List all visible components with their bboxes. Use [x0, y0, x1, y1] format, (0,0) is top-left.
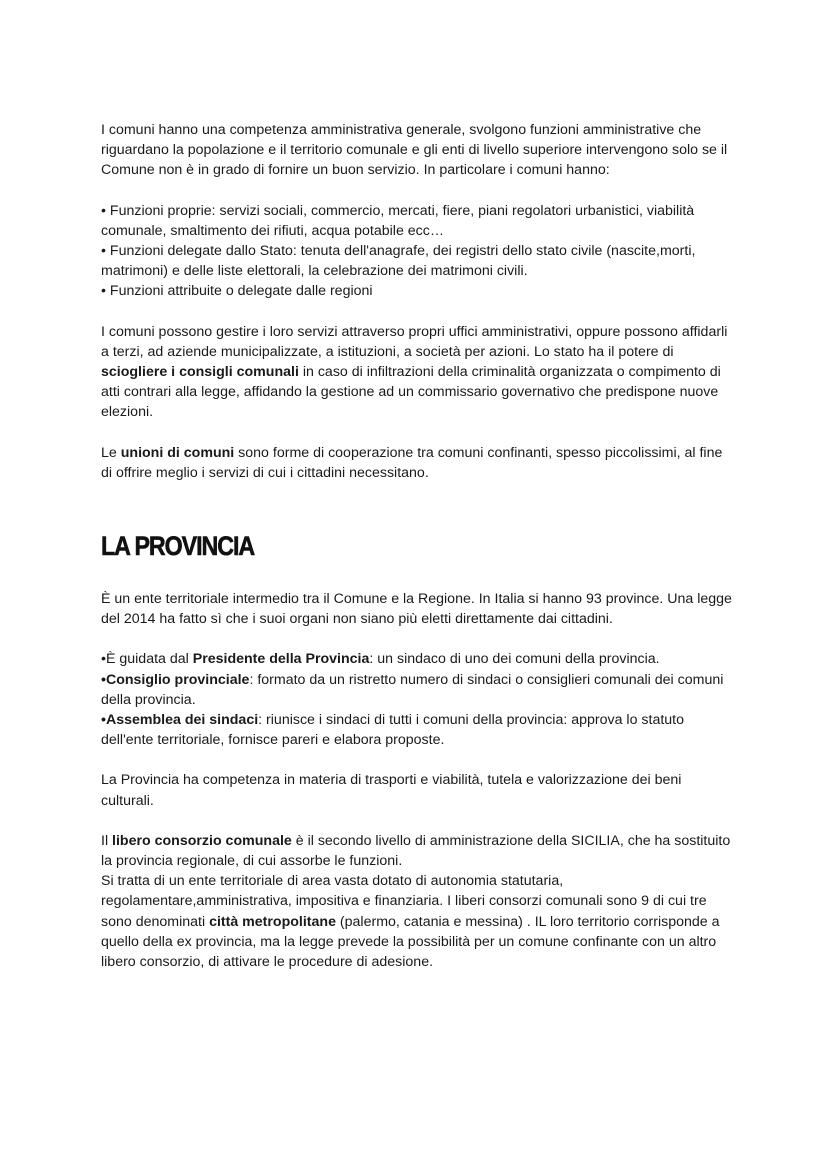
- document-page: [101, 120, 737, 972]
- competence-paragraph: La Provincia ha competenza in materia di trasporti e viabilità, tutela e valorizzazione dei beni culturali.: [101, 772, 682, 809]
- organ-item-presidente: •È guidata dal Presidente della Provincia: un sindaco di uno dei comuni della provincia.: [101, 651, 660, 668]
- consortium-block: [101, 831, 737, 972]
- services-paragraph: I comuni possono gestire i loro servizi attraverso propri uffici amministrativi, oppure possono affidarli a terzi, ad aziende municipalizzate, a istituzioni, a società per azioni. Lo stato ha il potere di sciogliere i consigli comunali in caso di infiltrazioni della criminalità organizzata o compimento di atti contrari alla legge, affidando la gestione ad un commissario governativo che predispone nuove elezioni.: [101, 323, 728, 421]
- consortium-paragraph-1: Il libero consorzio comunale è il secondo livello di amministrazione della SICILIA, che ha sostituito la provincia regionale, di cui assorbe le funzioni.: [101, 832, 731, 870]
- functions-list: [101, 201, 737, 302]
- unions-paragraph: Le unioni di comuni sono forme di cooperazione tra comuni confinanti, spesso piccolissimi, al fine di offrire meglio i servizi di cui i cittadini necessitano.: [101, 444, 723, 481]
- unions-bold: unioni di comuni: [120, 444, 235, 461]
- province-intro-paragraph: È un ente territoriale intermedio tra il Comune e la Regione. In Italia si hanno 93 province. Una legge del 2014 ha fatto sì che i suoi organi non siano più eletti direttamente dai cittadini.: [101, 591, 732, 628]
- function-item-delegate: • Funzioni delegate dallo Stato: tenuta dell'anagrafe, dei registri dello stato civile (nascite,morti, matrimoni) e delle liste elettorali, la celebrazione dei matrimoni civili.: [101, 243, 696, 280]
- function-item-regioni: • Funzioni attribuite o delegate dalle regioni: [101, 283, 373, 300]
- organ-item-consiglio: •Consiglio provinciale: formato da un ristretto numero di sindaci o consiglieri comunali dei comuni della provincia.: [101, 671, 724, 708]
- consortium-paragraph-2: Si tratta di un ente territoriale di area vasta dotato di autonomia statutaria, regolamentare,amministrativa, impositiva e finanziaria. I liberi consorzi comunali sono 9 di cui tre sono denominati città metropolitane (palermo, catania e messina) . IL loro territorio corrisponde a quello della ex provincia, ma la legge prevede la possibilità per un comune confinante con un altro libero consorzio, di attivare le procedure di adesione.: [101, 873, 720, 971]
- services-bold: sciogliere i consigli comunali: [101, 364, 299, 381]
- function-item-proprie: • Funzioni proprie: servizi sociali, commercio, mercati, fiere, piani regolatori urbanistici, viabilità comunale, smaltimento dei rifiuti, acqua potabile ecc…: [101, 202, 695, 239]
- organ-item-assemblea: •Assemblea dei sindaci: riunisce i sindaci di tutti i comuni della provincia: approva lo statuto dell'ente territoriale, fornisce pareri e elabora proposte.: [101, 712, 685, 749]
- intro-paragraph: I comuni hanno una competenza amministrativa generale, svolgono funzioni amministrative che riguardano la popolazione e il territorio comunale e gli enti di livello superiore intervengono solo se il Comune non è in grado di fornire un buon servizio. In particolare i comuni hanno:: [101, 122, 728, 179]
- section-heading: LA PROVINCIA: [101, 531, 255, 562]
- organs-list: [101, 649, 737, 750]
